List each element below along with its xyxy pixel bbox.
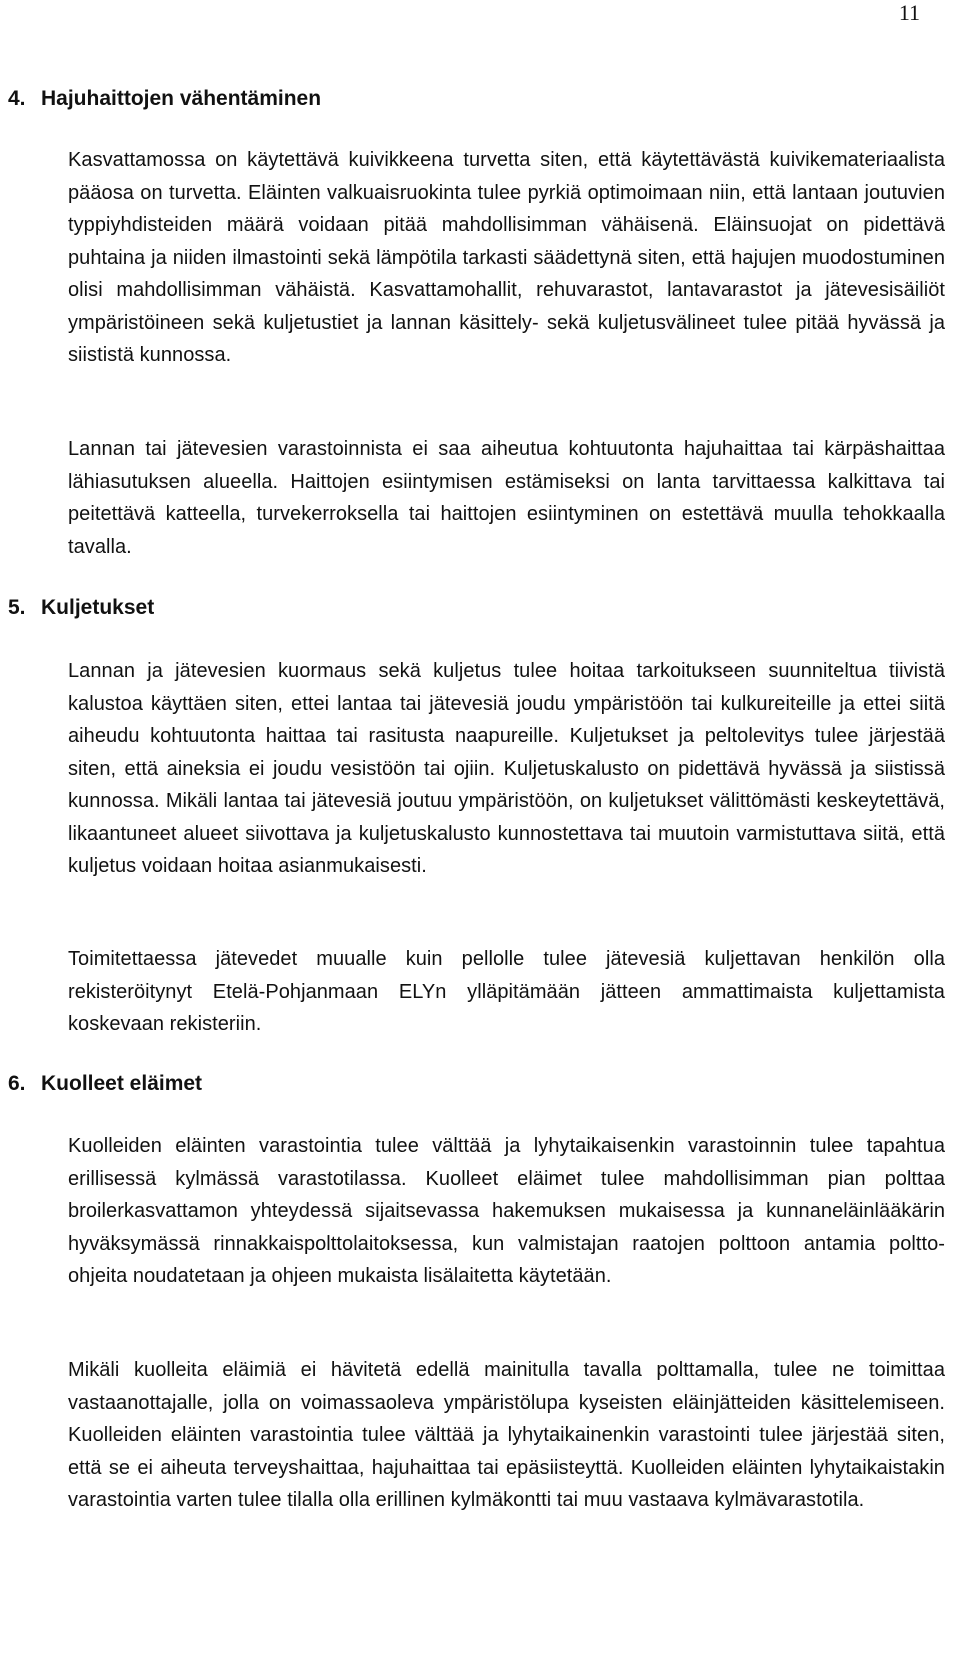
section-title: Hajuhaittojen vähentäminen [41, 87, 322, 110]
paragraph: Kasvattamossa on käytettävä kuivikkeena turvetta siten, että käytettävästä kuivikemateriaalista pääosa on turvetta. Eläinten valkuaisruokinta tulee pyrkiä optimoimaan niin, että lantaan joutuvien typpiyhdisteiden määrä voidaan pitää mahdollisimman vähäisenä. Eläinsuojat on pidettävä puhtaina ja niiden ilmastointi sekä lämpötila tarkasti säädettynä siten, että hajujen muodostuminen olisi mahdollisimman vähäistä. Kasvattamohallit, rehuvarastot, lantavarastot ja jätevesisäiliöt ympäristöineen sekä kuljetustiet ja lannan käsittely- sekä kuljetusvälineet tulee pitää hyvässä ja siististä kunnossa. [68, 149, 945, 366]
paragraph: Kuolleiden eläinten varastointia tulee välttää ja lyhytaikaisenkin varastoinnin tulee tapahtua erillisessä kylmässä varastotilassa. Kuolleet eläimet tulee mahdollisimman pian polttaa broilerkasvattamon yhteydessä sijaitsevassa hakemuksen mukaisessa ja kunnaneläinlääkärin hyväksymässä rinnakkaispolttolaitoksessa, kun valmistajan raatojen polttoon antamia poltto-ohjeita noudatetaan ja ohjeen mukaista lisälaitetta käytetään. [68, 1135, 945, 1287]
paragraph: Lannan ja jätevesien kuormaus sekä kuljetus tulee hoitaa tarkoitukseen suunniteltua tiivistä kalustoa käyttäen siten, ettei lantaa tai jätevesiä joudu ympäristöön tai kulkureiteille ja ettei siitä aiheudu kohtuutonta haittaa tai rasitusta naapureille. Kuljetukset ja peltolevitys tulee järjestää siten, että aineksia ei joudu vesistöön tai ojiin. Kuljetuskalusto on pidettävä hyvässä ja siistissä kunnossa. Mikäli lantaa tai jätevesiä joutuu ympäristöön, on kuljetukset välittömästi keskeytettävä, likaantuneet alueet siivottava ja kuljetuskalusto kunnostettava tai muutoin varmistuttava siitä, että kuljetus voidaan hoitaa asianmukaisesti. [68, 660, 945, 877]
section-title: Kuljetukset [41, 596, 155, 619]
section-heading-5 [8, 595, 154, 621]
page-number: 11 [898, 0, 920, 25]
paragraph: Toimitettaessa jätevedet muualle kuin pellolle tulee jätevesiä kuljettavan henkilön olla rekisteröitynyt Etelä-Pohjanmaan ELYn ylläpitämään jätteen ammattimaista kuljettamista koskevaan rekisteriin. [68, 948, 945, 1035]
section-number: 4. [8, 87, 26, 110]
section-heading-4 [8, 86, 321, 112]
section-title: Kuolleet eläimet [41, 1072, 203, 1095]
section-heading-6 [8, 1071, 202, 1097]
paragraph: Lannan tai jätevesien varastoinnista ei saa aiheutua kohtuutonta hajuhaittaa tai kärpäshaittaa lähiasutuksen alueella. Haittojen esiintymisen estämiseksi on lanta tarvittaessa kalkittava tai peitettävä katteella, turvekerroksella tai haittojen esiintyminen on estettävä muulla tehokkaalla tavalla. [68, 438, 945, 558]
section-number: 5. [8, 596, 26, 619]
section-number: 6. [8, 1072, 26, 1095]
paragraph: Mikäli kuolleita eläimiä ei hävitetä edellä mainitulla tavalla polttamalla, tulee ne toimittaa vastaanottajalle, jolla on voimassaoleva ympäristölupa kyseisten eläinjätteiden käsittelemiseen. Kuolleiden eläinten varastointia tulee välttää ja lyhytaikainenkin varastointi tulee järjestää siten, että se ei aiheuta terveyshaittaa, hajuhaittaa tai epäsiisteyttä. Kuolleiden eläinten lyhytaikaistakin varastointia varten tulee tilalla olla erillinen kylmäkontti tai muu vastaava kylmävarastotila. [68, 1359, 945, 1511]
